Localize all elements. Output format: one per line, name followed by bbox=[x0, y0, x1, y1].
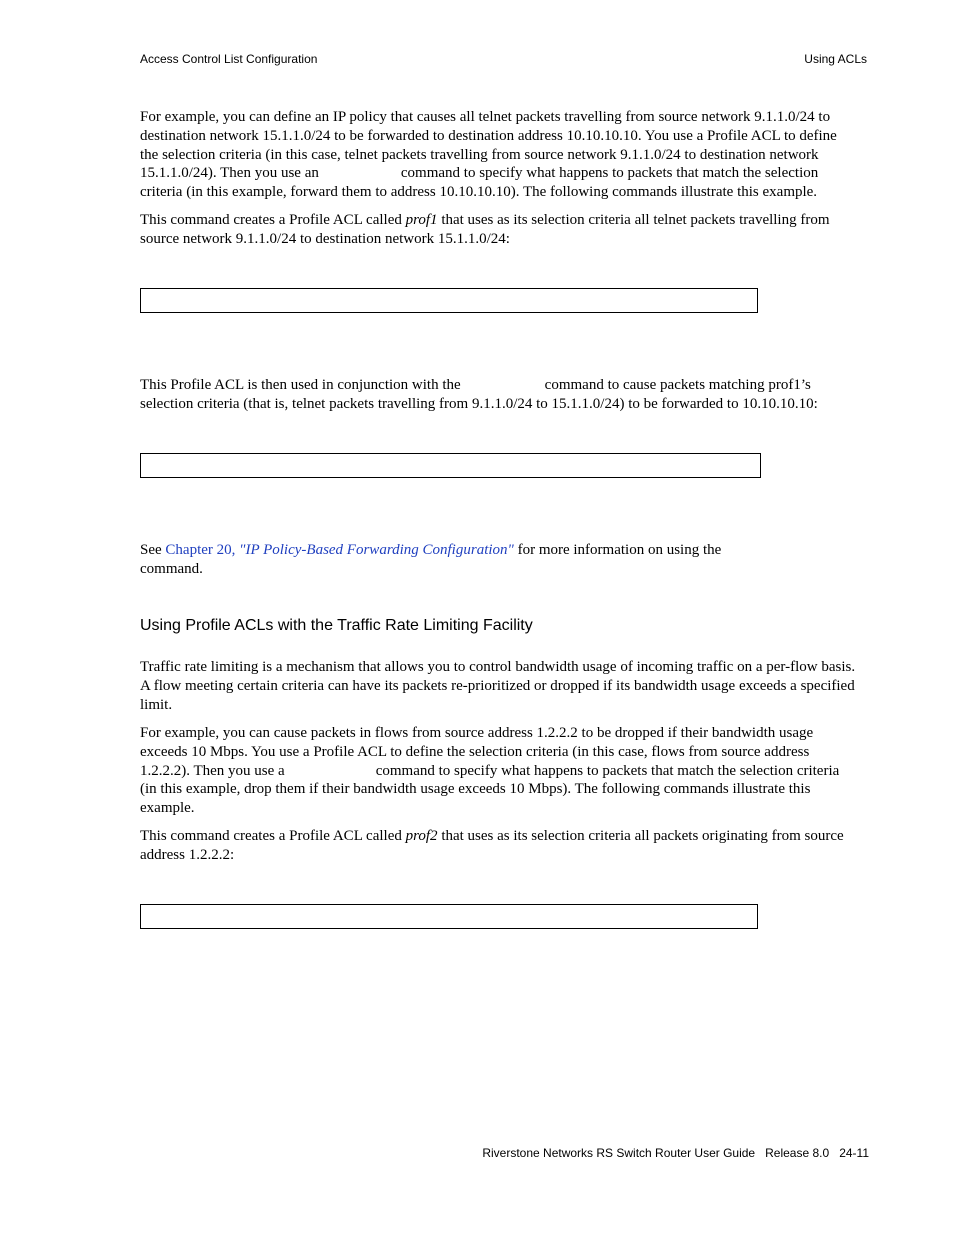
text-line: 1.2.2.2). Then you use a command to specify what happens to packets that match the selection criteria bbox=[140, 762, 840, 779]
page-number: 24-11 bbox=[839, 1146, 869, 1160]
text-line: address 1.2.2.2: bbox=[140, 846, 235, 863]
text-line: criteria (in this example, forward them to address 10.10.10.10). The following commands illustrate this example. bbox=[140, 184, 818, 201]
text-line: limit. bbox=[140, 696, 173, 713]
page-footer: Riverstone Networks RS Switch Router User Guide Release 8.0 24-11 bbox=[482, 1146, 869, 1160]
acl-name-prof2: prof2 bbox=[405, 828, 438, 844]
running-header-chapter: Access Control List Configuration bbox=[140, 52, 318, 66]
text-line: (in this example, drop them if their bandwidth usage exceeds 10 Mbps). The following commands illustrate this bbox=[140, 781, 811, 798]
text-line: This command creates a Profile ACL called prof1 that uses as its selection criteria all telnet packets travelling from bbox=[140, 212, 830, 228]
paragraph-prof2-intro bbox=[140, 827, 868, 865]
paragraph-rate-limiting-intro bbox=[140, 658, 868, 714]
text-line: 15.1.1.0/24). Then you use an command to specify what happens to packets that match the selection bbox=[140, 165, 819, 182]
code-example-box bbox=[140, 453, 761, 478]
paragraph-rate-limiting-example bbox=[140, 724, 868, 818]
text-line: exceeds 10 Mbps. You use a Profile ACL to define the selection criteria (in this case, flows from source address bbox=[140, 743, 810, 760]
text-line: A flow meeting certain criteria can have its packets re-prioritized or dropped if its bandwidth usage exceeds a specified bbox=[140, 677, 855, 694]
code-example-box bbox=[140, 288, 758, 313]
text-line: example. bbox=[140, 800, 195, 817]
text-line: Traffic rate limiting is a mechanism that allows you to control bandwidth usage of incoming traffic on a per-flow basis. bbox=[140, 659, 856, 675]
paragraph-see-also bbox=[140, 541, 868, 579]
acl-name-prof1: prof1 bbox=[405, 212, 438, 228]
chapter-20-link[interactable]: Chapter 20, "IP Policy-Based Forwarding Configuration" bbox=[165, 542, 514, 558]
text-line: For example, you can cause packets in flows from source address 1.2.2.2 to be dropped if their bandwidth usage bbox=[140, 725, 814, 741]
text-line: the selection criteria (in this case, telnet packets travelling from source network 9.1.1.0/24 to destination network bbox=[140, 146, 819, 163]
text-line: For example, you can define an IP policy that causes all telnet packets travelling from source network 9.1.1.0/24 to bbox=[140, 109, 831, 125]
text-line: selection criteria (that is, telnet packets travelling from 9.1.1.0/24 to 15.1.1.0/24) to be forwarded to 10.10.10.10: bbox=[140, 395, 818, 412]
text-line: command. bbox=[140, 560, 203, 577]
text-line: This command creates a Profile ACL called prof2 that uses as its selection criteria all packets originating from source bbox=[140, 828, 844, 844]
text-line: See Chapter 20, "IP Policy-Based Forwarding Configuration" for more information on using the bbox=[140, 542, 722, 558]
text-line: destination network 15.1.1.0/24 to be forwarded to destination address 10.10.10.10. You use a Profile ACL to define bbox=[140, 127, 837, 144]
text-line: This Profile ACL is then used in conjunction with the command to cause packets matching prof1’s bbox=[140, 377, 811, 393]
paragraph-ip-policy-example bbox=[140, 108, 868, 202]
code-example-box bbox=[140, 904, 758, 929]
paragraph-prof1-usage bbox=[140, 376, 868, 414]
text-line: source network 9.1.1.0/24 to destination network 15.1.1.0/24: bbox=[140, 230, 510, 247]
paragraph-prof1-intro bbox=[140, 211, 868, 249]
running-header-section: Using ACLs bbox=[804, 52, 867, 66]
section-heading: Using Profile ACLs with the Traffic Rate Limiting Facility bbox=[140, 617, 533, 634]
